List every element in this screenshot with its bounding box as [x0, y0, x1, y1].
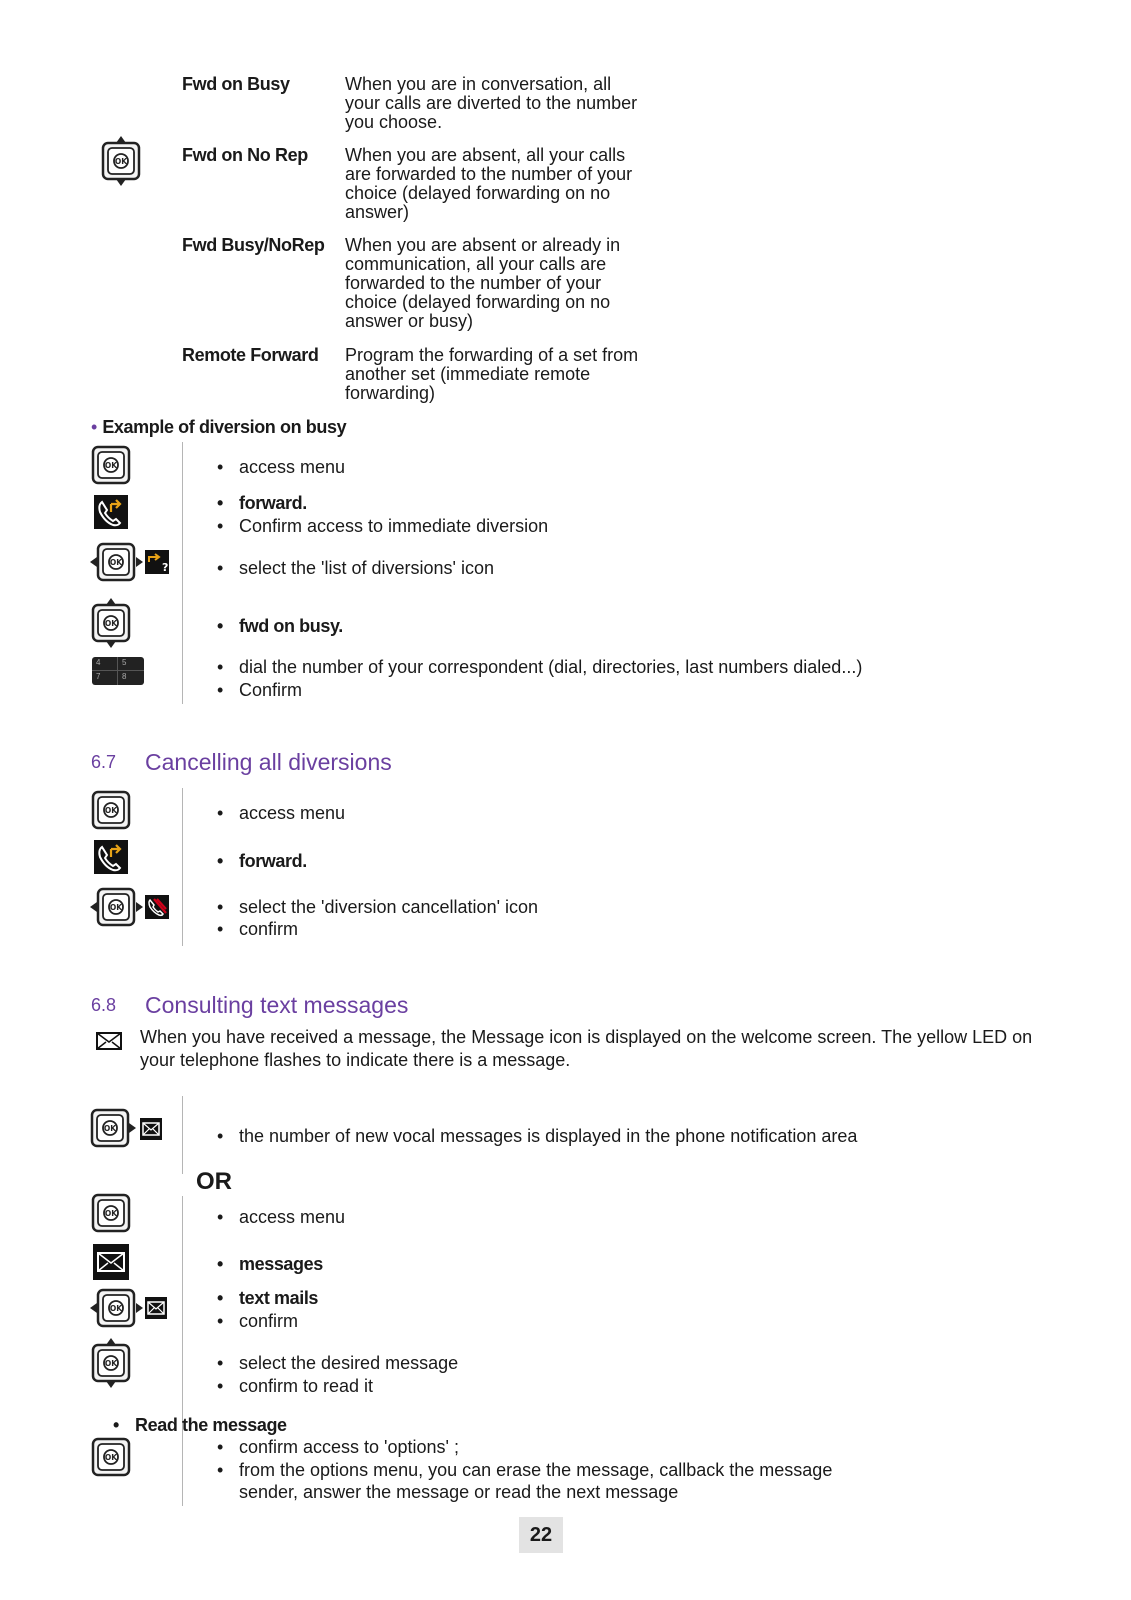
ok-nav-leftright-icon — [90, 540, 144, 584]
keypad-key: 7 — [96, 672, 101, 681]
section-number: 6.7 — [91, 752, 117, 772]
section-number: 6.8 — [91, 995, 117, 1015]
messages-divider-1 — [182, 1096, 183, 1174]
remote-forward-desc: Program the forwarding of a set from another set (immediate remote forwarding) — [345, 345, 639, 403]
example-heading-text: Example of diversion on busy — [102, 417, 347, 437]
fwd-busy-norep-desc: When you are absent or already in communication, all your calls are forwarded to the number of your choice (delayed forwarding on no answer or busy) — [345, 235, 621, 331]
section-title: Cancelling all diversions — [145, 749, 392, 775]
fwd-busy-desc: When you are in conversation, all your calls are diverted to the number you choose. — [345, 74, 638, 132]
example-heading — [91, 418, 346, 437]
keypad-key: 5 — [122, 658, 127, 667]
ok-button-icon — [90, 789, 132, 831]
ok-nav-leftright-icon — [90, 885, 144, 929]
ok-button-icon — [90, 1192, 132, 1234]
example-bullet: • — [91, 417, 98, 437]
envelope-icon — [145, 1297, 167, 1319]
remote-forward-label: Remote Forward — [182, 345, 319, 365]
ok-button-icon — [90, 1436, 132, 1478]
or-label: OR — [196, 1168, 232, 1195]
ok-nav-updown-icon — [89, 598, 133, 648]
keypad-icon — [92, 657, 144, 685]
forward-icon — [93, 494, 129, 530]
page-number: 22 — [519, 1517, 563, 1553]
messages-intro: When you have received a message, the Message icon is displayed on the welcome screen. The yellow LED on your telephone flashes to indicate there is a message. — [140, 1027, 1033, 1070]
keypad-key: 4 — [96, 658, 101, 667]
forward-icon — [93, 839, 129, 875]
message-icon — [96, 1032, 122, 1050]
ok-nav-updown-icon — [99, 136, 143, 186]
list-diversions-icon — [145, 550, 169, 574]
ok-nav-right-icon — [89, 1106, 137, 1150]
fwd-norep-label: Fwd on No Rep — [182, 145, 308, 165]
keypad-key: 8 — [122, 672, 127, 681]
ok-nav-updown-icon — [89, 1338, 133, 1388]
ok-nav-leftright-icon — [90, 1286, 144, 1330]
envelope-icon — [140, 1118, 162, 1140]
svg-text:?: ? — [162, 561, 169, 574]
fwd-busy-label: Fwd on Busy — [182, 74, 290, 94]
example-divider — [182, 442, 183, 704]
cancel-diversion-icon — [145, 895, 169, 919]
cancel-divider — [182, 788, 183, 946]
fwd-norep-desc: When you are absent, all your calls are forwarded to the number of your choice (delayed forwarding on no answer) — [345, 145, 633, 222]
section-title: Consulting text messages — [145, 992, 409, 1018]
ok-button-icon — [90, 444, 132, 486]
fwd-busy-norep-label: Fwd Busy/NoRep — [182, 235, 325, 255]
messages-menu-icon — [93, 1244, 129, 1280]
messages-divider-2 — [182, 1196, 183, 1506]
